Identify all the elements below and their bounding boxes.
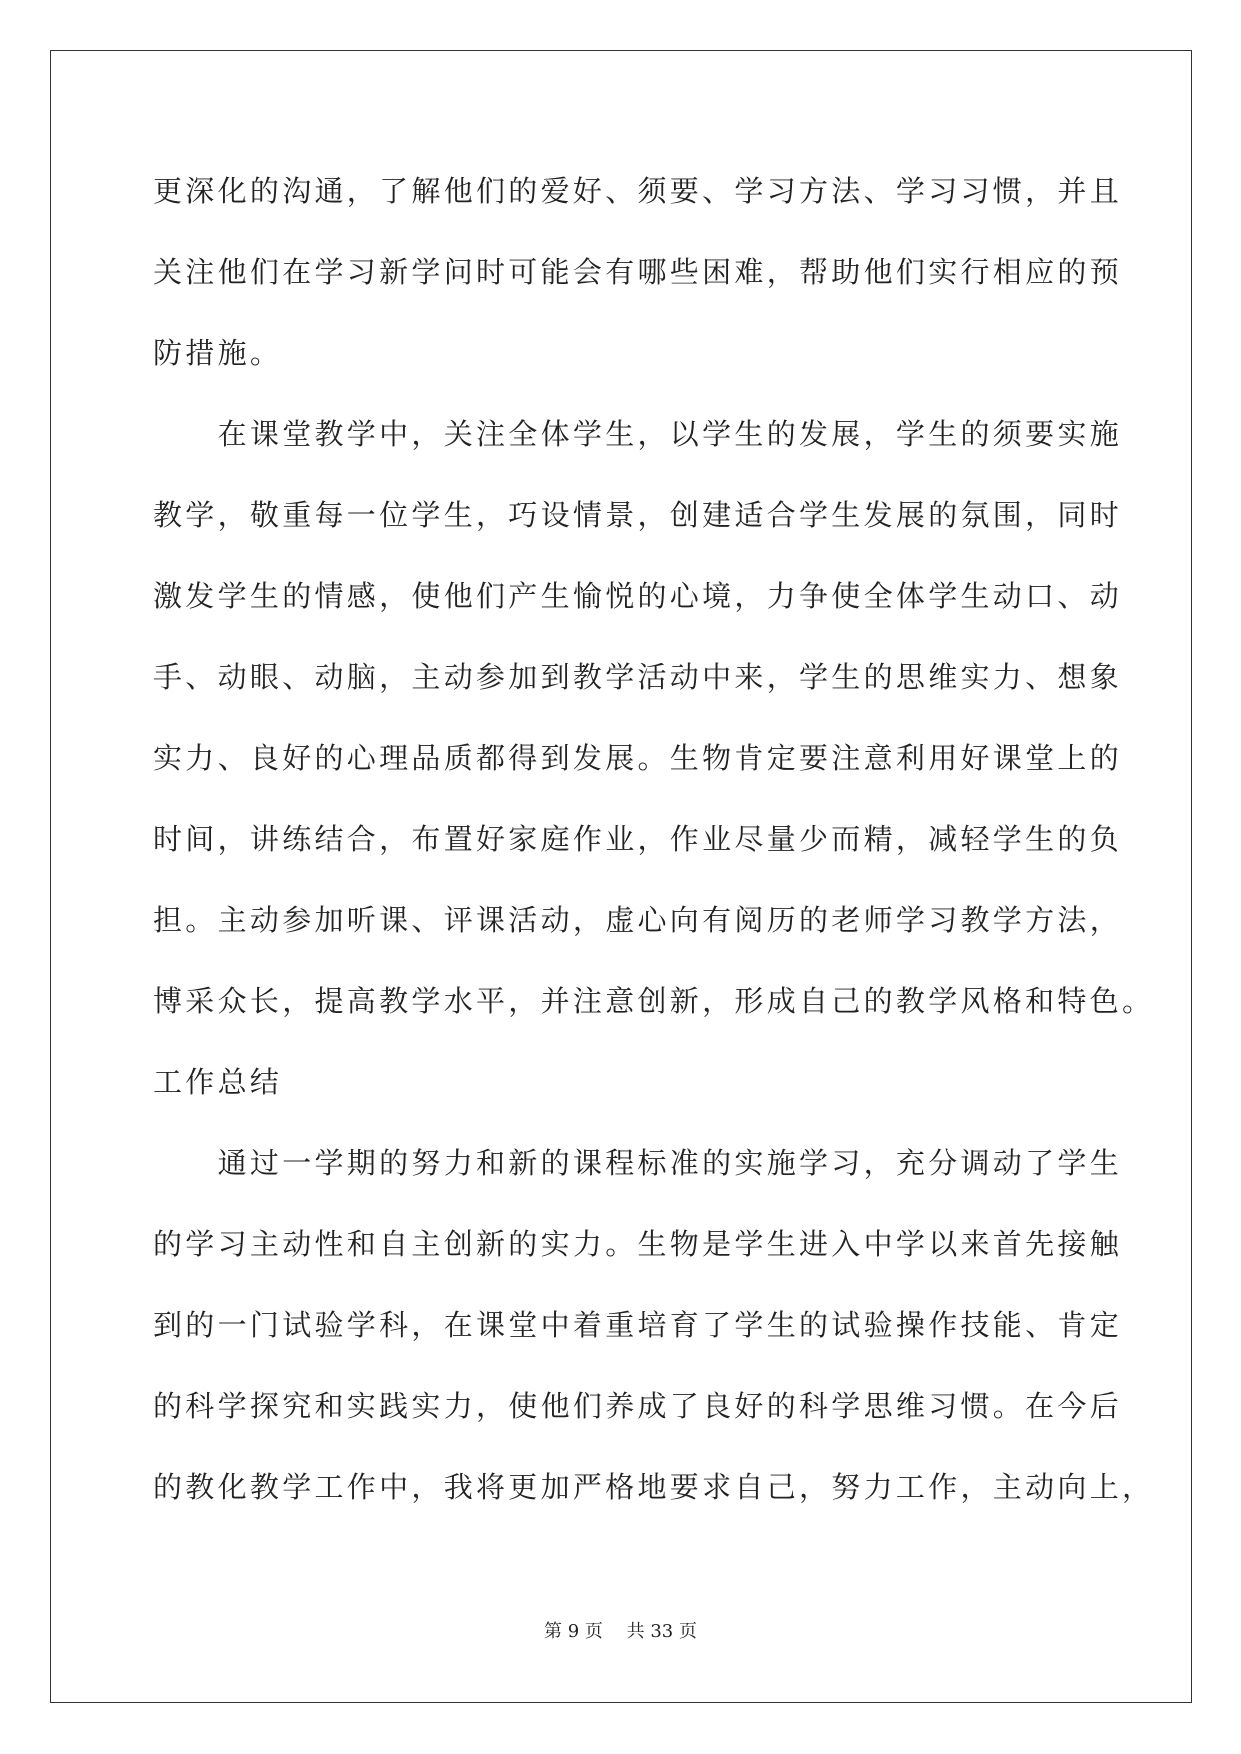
page-frame xyxy=(50,50,1192,1703)
text-line: 的科学探究和实践实力，使他们养成了良好的科学思维习惯。在今后 xyxy=(153,1389,1123,1423)
text-line: 到的一门试验学科，在课堂中着重培育了学生的试验操作技能、肯定 xyxy=(153,1308,1123,1342)
text-line: 的学习主动性和自主创新的实力。生物是学生进入中学以来首先接触 xyxy=(153,1227,1123,1261)
text-line: 更深化的沟通，了解他们的爱好、须要、学习方法、学习习惯，并且 xyxy=(153,174,1123,208)
text-line: 在课堂教学中，关注全体学生，以学生的发展，学生的须要实施 xyxy=(153,417,1123,451)
section-heading: 工作总结 xyxy=(153,1065,283,1099)
text-line: 通过一学期的努力和新的课程标准的实施学习，充分调动了学生 xyxy=(153,1146,1123,1180)
text-line: 实力、良好的心理品质都得到发展。生物肯定要注意利用好课堂上的 xyxy=(153,741,1123,775)
text-line: 关注他们在学习新学问时可能会有哪些困难，帮助他们实行相应的预 xyxy=(153,255,1123,289)
text-line: 激发学生的情感，使他们产生愉悦的心境，力争使全体学生动口、动 xyxy=(153,579,1123,613)
text-line: 教学，敬重每一位学生，巧设情景，创建适合学生发展的氛围，同时 xyxy=(153,498,1123,532)
text-line: 的教化教学工作中，我将更加严格地要求自己，努力工作，主动向上， xyxy=(153,1470,1155,1504)
text-line: 防措施。 xyxy=(153,336,283,370)
text-line: 手、动眼、动脑，主动参加到教学活动中来，学生的思维实力、想象 xyxy=(153,660,1123,694)
text-line: 担。主动参加听课、评课活动，虚心向有阅历的老师学习教学方法， xyxy=(153,903,1123,937)
page-footer: 第 9 页 共 33 页 xyxy=(544,1621,697,1642)
text-line: 时间，讲练结合，布置好家庭作业，作业尽量少而精，减轻学生的负 xyxy=(153,822,1123,856)
text-line: 博采众长，提高教学水平，并注意创新，形成自己的教学风格和特色。 xyxy=(153,984,1155,1018)
